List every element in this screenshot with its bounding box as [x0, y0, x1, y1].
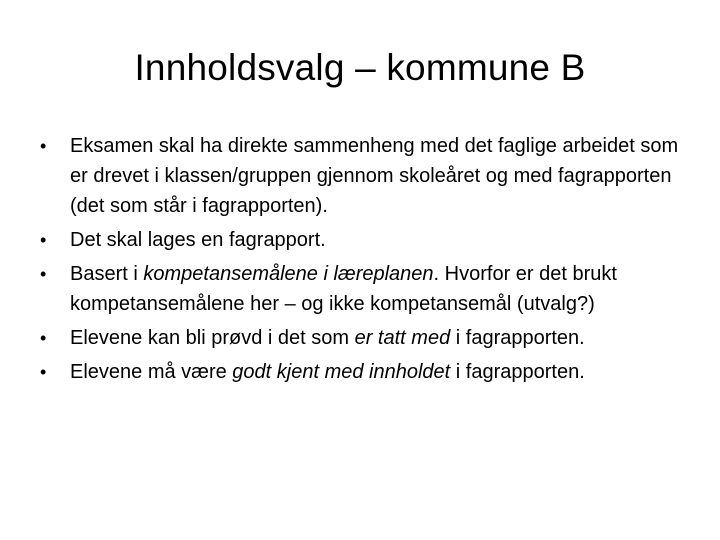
bullet-item — [40, 225, 695, 255]
bullet-text: Det skal lages en fagrapport. — [70, 229, 326, 251]
bullet-text: Eksamen skal ha direkte sammenheng med det faglige arbeidet som er drevet i klassen/gruppen gjennom skoleåret og med fagrapporten (det som står i fagrapporten). — [70, 135, 679, 217]
bullet-item — [40, 131, 695, 221]
bullet-dot-icon: • — [40, 328, 47, 348]
bullet-list — [40, 131, 695, 391]
slide-title: Innholdsvalg – kommune B — [134, 47, 586, 88]
bullet-text: i fagrapporten. — [450, 327, 585, 349]
bullet-text: i fagrapporten. — [450, 361, 585, 383]
bullet-text-italic: er tatt med — [354, 327, 451, 349]
bullet-text: Elevene kan bli prøvd i det som — [70, 327, 355, 349]
bullet-dot-icon: • — [40, 136, 47, 156]
bullet-text: Elevene må være — [70, 361, 233, 383]
bullet-text-italic: godt kjent med innholdet — [232, 361, 451, 383]
bullet-text-italic: kompetansemålene i læreplanen — [143, 263, 434, 285]
bullet-item — [40, 323, 695, 353]
bullet-text: . Hvorfor er det brukt kompetansemålene her – og ikke kompetansemål (utvalg?) — [70, 263, 617, 315]
bullet-dot-icon: • — [40, 362, 47, 382]
bullet-text: Basert i — [70, 263, 144, 285]
bullet-dot-icon: • — [40, 264, 47, 284]
bullet-item — [40, 357, 695, 387]
bullet-dot-icon: • — [40, 230, 47, 250]
bullet-item — [40, 259, 695, 319]
